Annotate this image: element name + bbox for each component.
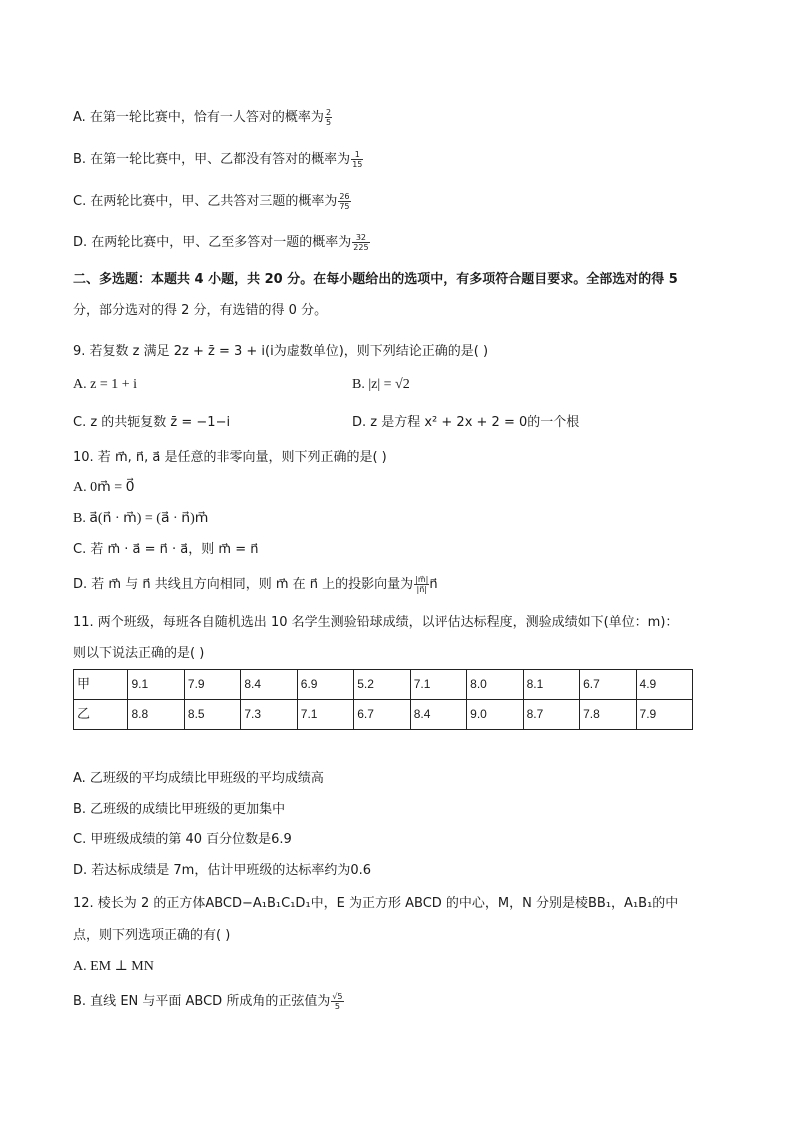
scores-table: [73, 669, 693, 730]
row-label: 甲: [74, 670, 128, 700]
table-cell: 8.1: [523, 670, 579, 700]
q12-option-a: A. EM ⊥ MN: [73, 959, 154, 974]
q11-option-d: D. 若达标成绩是 7m，估计甲班级的达标率约为0.6: [73, 863, 372, 878]
q11-stem-line2: 则以下说法正确的是( ): [73, 646, 205, 661]
q11-option-b: B. 乙班级的成绩比甲班级的更加集中: [73, 802, 286, 817]
q9-option-b: B. |z| = √2: [352, 377, 410, 392]
table-cell: 9.0: [467, 700, 523, 730]
fraction-numerator: 2: [325, 108, 332, 117]
fraction: [331, 992, 343, 1011]
q12-option-b-text: B. 直线 EN 与平面 ABCD 所成角的正弦值为: [73, 994, 331, 1009]
row-label: 乙: [74, 700, 128, 730]
table-cell: 8.5: [184, 700, 240, 730]
q8-option-a-text: A. 在第一轮比赛中，恰有一人答对的概率为: [73, 110, 324, 125]
fraction-denominator: 15: [352, 160, 363, 169]
q10-option-d-vector: n⃗: [429, 577, 438, 592]
fraction-denominator: 5: [334, 1002, 340, 1011]
fraction: [352, 233, 369, 252]
table-cell: 8.4: [241, 670, 297, 700]
fraction-denominator: 225: [353, 243, 369, 252]
table-cell: 6.7: [354, 700, 410, 730]
q12-stem-line1: 12. 棱长为 2 的正方体ABCD−A₁B₁C₁D₁中，E 为正方形 ABCD 的中心，M，N 分别是棱BB₁，A₁B₁的中: [73, 896, 679, 911]
table-cell: 8.4: [410, 700, 466, 730]
fraction-numerator: |m⃗|: [415, 575, 429, 584]
q9-stem: 9. 若复数 z 满足 2z + z̄ = 3 + i(i为虚数单位)，则下列结论正确的是( ): [73, 344, 489, 359]
q9-option-c: C. z 的共轭复数 z̄ = −1−i: [73, 415, 231, 430]
table-row: [74, 670, 693, 700]
q10-option-d-text: D. 若 m⃗ 与 n⃗ 共线且方向相同，则 m⃗ 在 n⃗ 上的投影向量为: [73, 577, 414, 592]
q8-option-d: [73, 233, 370, 252]
table-cell: 7.9: [636, 700, 692, 730]
q10-option-d: [73, 575, 438, 594]
fraction-denominator: 75: [339, 202, 350, 211]
fraction-numerator: 32: [352, 233, 369, 243]
fraction: [325, 108, 332, 127]
q8-option-c-text: C. 在两轮比赛中，甲、乙共答对三题的概率为: [73, 194, 338, 209]
q8-option-c: [73, 192, 351, 211]
table-cell: 4.9: [636, 670, 692, 700]
q12-option-b: [73, 992, 344, 1011]
fraction-denominator: |n⃗|: [416, 585, 427, 594]
fraction-numerator: 1: [351, 150, 363, 160]
q9-option-a: A. z = 1 + i: [73, 377, 138, 392]
q11-option-a: A. 乙班级的平均成绩比甲班级的平均成绩高: [73, 771, 324, 786]
q11-option-c: C. 甲班级成绩的第 40 百分位数是6.9: [73, 832, 292, 847]
table-cell: 7.1: [297, 700, 353, 730]
table-cell: 6.9: [297, 670, 353, 700]
q10-option-a: A. 0m⃗ = 0⃗: [73, 480, 135, 495]
table-cell: 7.9: [184, 670, 240, 700]
fraction-numerator: √5: [332, 992, 343, 1001]
table-cell: 8.8: [128, 700, 184, 730]
table-cell: 7.3: [241, 700, 297, 730]
section-heading-line1: 二、多选题：本题共 4 小题，共 20 分。在每小题给出的选项中，有多项符合题目要求。全部选对的得 5: [73, 272, 678, 287]
fraction: [351, 150, 363, 169]
table-row: [74, 700, 693, 730]
fraction: [414, 575, 429, 594]
fraction-denominator: 5: [325, 118, 332, 127]
table-cell: 6.7: [580, 670, 636, 700]
q8-option-b: [73, 150, 363, 169]
q8-option-d-text: D. 在两轮比赛中，甲、乙至多答对一题的概率为: [73, 235, 352, 250]
table-cell: 8.0: [467, 670, 523, 700]
q10-stem: 10. 若 m⃗, n⃗, a⃗ 是任意的非零向量，则下列正确的是( ): [73, 450, 387, 465]
section-heading-line2: 分，部分选对的得 2 分，有选错的得 0 分。: [73, 303, 328, 318]
q11-stem-line1: 11. 两个班级，每班各自随机选出 10 名学生测验铅球成绩，以评估达标程度，测验成绩如下(单位：m)：: [73, 615, 679, 630]
table-cell: 7.1: [410, 670, 466, 700]
q9-option-d: D. z 是方程 x² + 2x + 2 = 0的一个根: [352, 415, 580, 430]
table-cell: 9.1: [128, 670, 184, 700]
q10-option-c: C. 若 m⃗ · a⃗ = n⃗ · a⃗，则 m⃗ = n⃗: [73, 542, 259, 557]
table-cell: 7.8: [580, 700, 636, 730]
table-cell: 8.7: [523, 700, 579, 730]
table-cell: 5.2: [354, 670, 410, 700]
q8-option-a: [73, 108, 332, 127]
fraction-numerator: 26: [339, 192, 350, 201]
fraction: [338, 192, 350, 211]
q12-stem-line2: 点，则下列选项正确的有( ): [73, 928, 231, 943]
q10-option-b: B. a⃗(n⃗ · m⃗) = (a⃗ · n⃗)m⃗: [73, 511, 209, 526]
q8-option-b-text: B. 在第一轮比赛中，甲、乙都没有答对的概率为: [73, 152, 351, 167]
